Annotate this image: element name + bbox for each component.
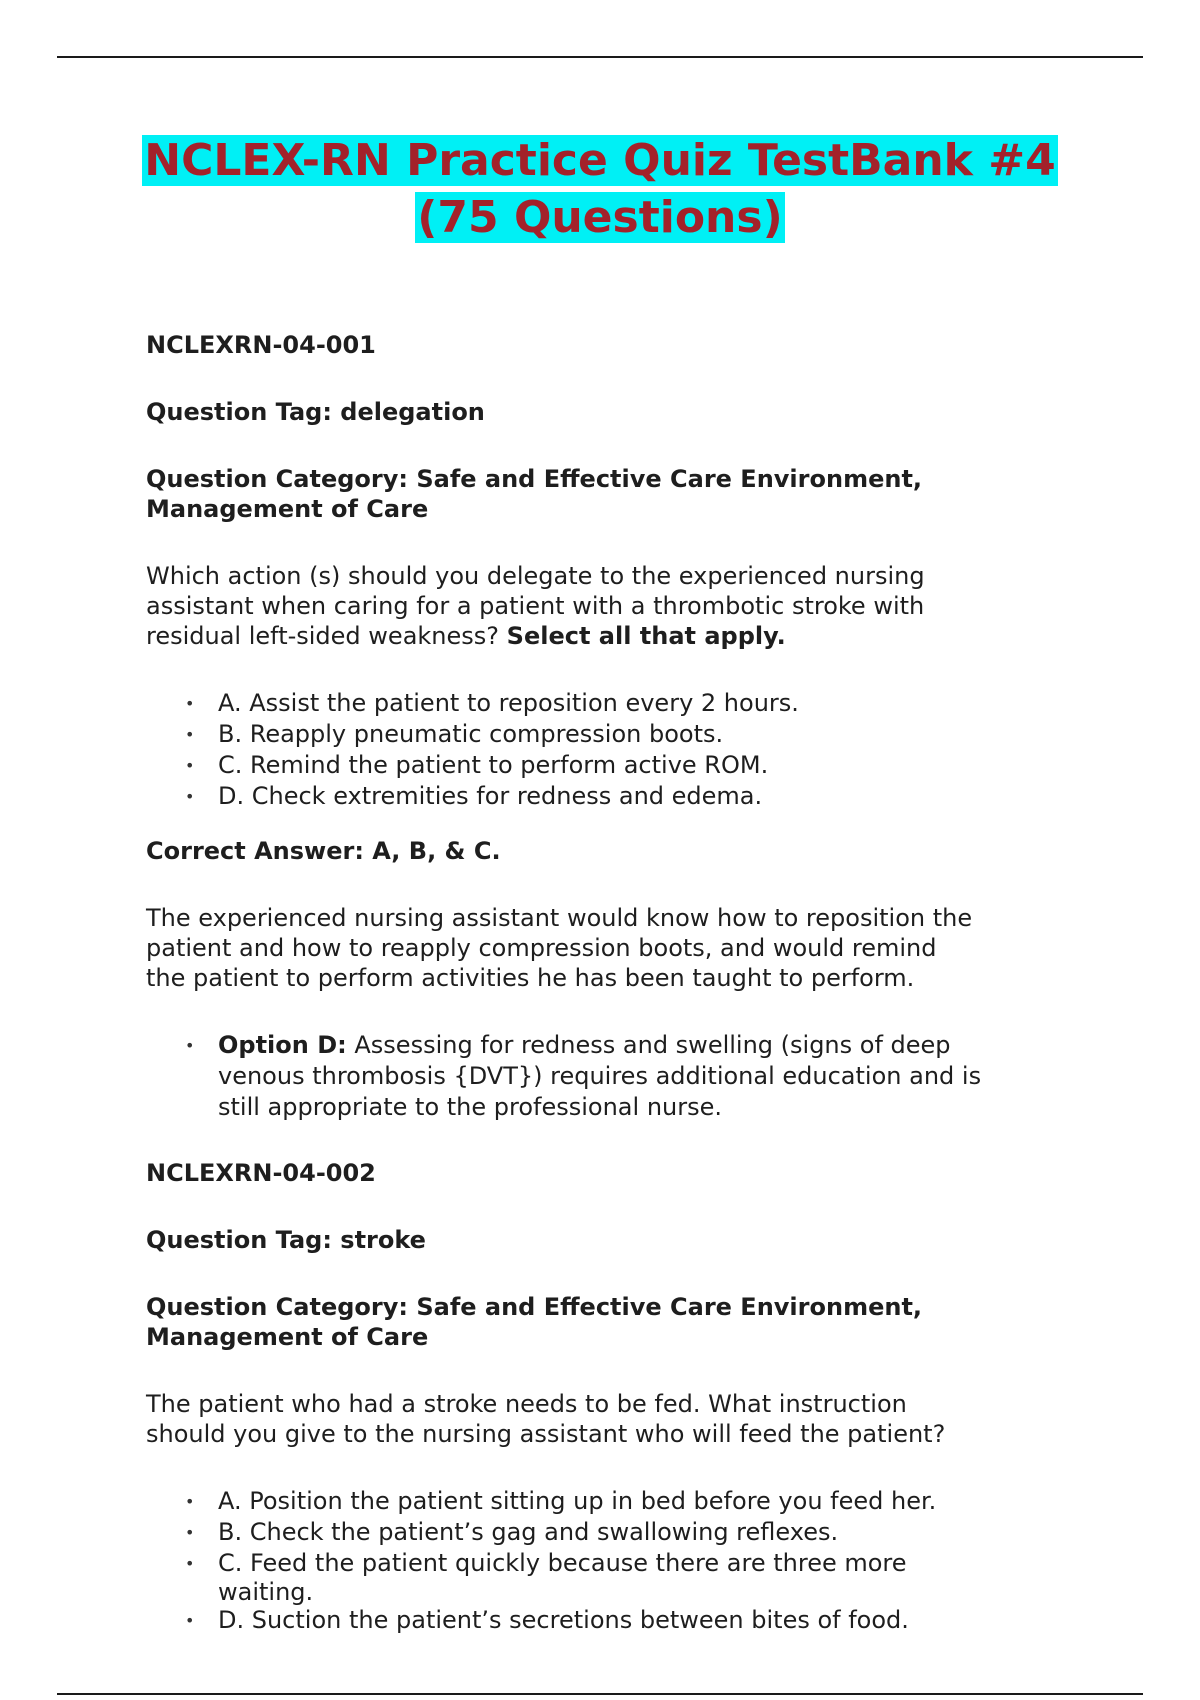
question-block [146, 330, 1086, 1123]
bullet-icon: • [185, 1523, 195, 1542]
question-stem-line: Which action (s) should you delegate to the experienced nursing [146, 562, 925, 590]
answer-option: • D. Check extremities for redness and edema. [185, 782, 763, 810]
question-stem-line: residual left-sided weakness? [146, 622, 500, 650]
answer-option: • C. Remind the patient to perform active ROM. [185, 751, 769, 779]
rationale-line: The experienced nursing assistant would know how to reposition the [146, 904, 973, 932]
rationale [146, 903, 1086, 993]
question-id: NCLEXRN-04-001 [146, 331, 376, 359]
bullet-icon: • [185, 1554, 195, 1573]
question-category [146, 1292, 1086, 1352]
answer-option: • A. Assist the patient to reposition every 2 hours. [185, 689, 799, 717]
option-explanation: • Option D: Assessing for redness and swelling (signs of deep venous thrombosis {DVT}) requires additional education and is still appropriate to the professional nurse. [185, 1031, 982, 1121]
correct-answer: Correct Answer: A, B, & C. [146, 837, 501, 865]
rationale-line: the patient to perform activities he has been taught to perform. [146, 964, 915, 992]
question-category-line: Management of Care [146, 1323, 429, 1351]
question-stem [146, 561, 1086, 651]
question-stem-line: should you give to the nursing assistant who will feed the patient? [146, 1420, 946, 1448]
question-category-line: Question Category: Safe and Effective Care Environment, [146, 465, 923, 493]
question-stem-line: assistant when caring for a patient with a thrombotic stroke with [146, 592, 925, 620]
title-line-1: NCLEX-RN Practice Quiz TestBank #4 [144, 135, 1056, 186]
question-category-line: Management of Care [146, 495, 429, 523]
question-category-line: Question Category: Safe and Effective Care Environment, [146, 1293, 923, 1321]
question-block [146, 1158, 1086, 1636]
answer-options [146, 1486, 1086, 1636]
answer-option: • A. Position the patient sitting up in bed before you feed her. [185, 1487, 937, 1515]
question-id: NCLEXRN-04-002 [146, 1159, 376, 1187]
question-tag: Question Tag: delegation [146, 398, 485, 426]
bullet-icon: • [185, 1492, 195, 1511]
question-category [146, 464, 1086, 524]
bottom-rule [57, 1693, 1143, 1695]
bullet-icon: • [185, 694, 195, 713]
question-stem-line: The patient who had a stroke needs to be fed. What instruction [146, 1390, 907, 1418]
select-all-instruction: Select all that apply. [506, 622, 786, 650]
answer-option: • B. Reapply pneumatic compression boots. [185, 720, 724, 748]
document-title [0, 132, 1200, 246]
document-body [146, 330, 1086, 1636]
question-stem [146, 1389, 1086, 1449]
rationale-line: patient and how to reapply compression boots, and would remind [146, 934, 937, 962]
title-line-2: (75 Questions) [417, 192, 783, 243]
explanation-label: Option D: [218, 1031, 347, 1059]
bullet-icon: • [185, 1036, 195, 1055]
option-explanations [146, 1030, 1086, 1123]
answer-option: • C. Feed the patient quickly because there are three more waiting. [185, 1549, 907, 1606]
bullet-icon: • [185, 1611, 195, 1630]
question-tag: Question Tag: stroke [146, 1226, 426, 1254]
bullet-icon: • [185, 756, 195, 775]
answer-option: • D. Suction the patient’s secretions between bites of food. [185, 1606, 909, 1634]
answer-options [146, 688, 1086, 812]
top-rule [57, 56, 1143, 58]
bullet-icon: • [185, 787, 195, 806]
answer-option: • B. Check the patient’s gag and swallowing reflexes. [185, 1518, 839, 1546]
bullet-icon: • [185, 725, 195, 744]
